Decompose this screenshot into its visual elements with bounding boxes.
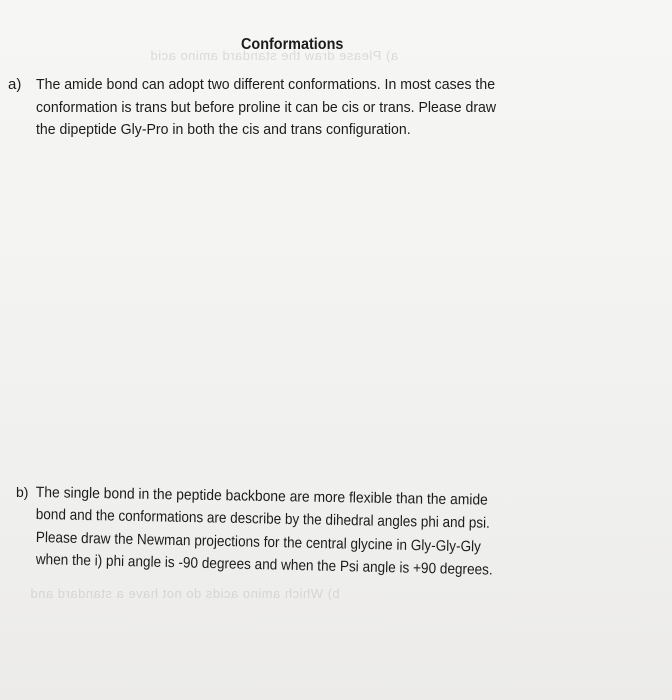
question-b-line-1: The single bond in the peptide backbone are more flexible than the amide <box>35 484 488 509</box>
bleed-through-text-bottom: b) Which amino acids do not have a standard and <box>30 586 340 601</box>
question-b-label: b) <box>16 484 29 500</box>
question-a-line-1: The amide bond can adopt two different conformations. In most cases the <box>36 76 496 93</box>
question-b-line-4: when the i) phi angle is -90 degrees and when the Psi angle is +90 degrees. <box>35 551 493 579</box>
page-title: Conformations <box>241 36 344 53</box>
question-a-line-3: the dipeptide Gly-Pro in both the cis and trans configuration. <box>36 121 411 138</box>
question-a-label: a) <box>8 76 22 93</box>
question-b-line-3: Please draw the Newman projections for the central glycine in Gly-Gly-Gly <box>35 529 482 556</box>
bleed-through-text-top: a) Please draw the standard amino acid <box>150 48 399 63</box>
question-b-line-2: bond and the conformations are describe by the dihedral angles phi and psi. <box>35 506 490 532</box>
question-a-line-2: conformation is trans but before proline it can be cis or trans. Please draw <box>36 99 497 116</box>
